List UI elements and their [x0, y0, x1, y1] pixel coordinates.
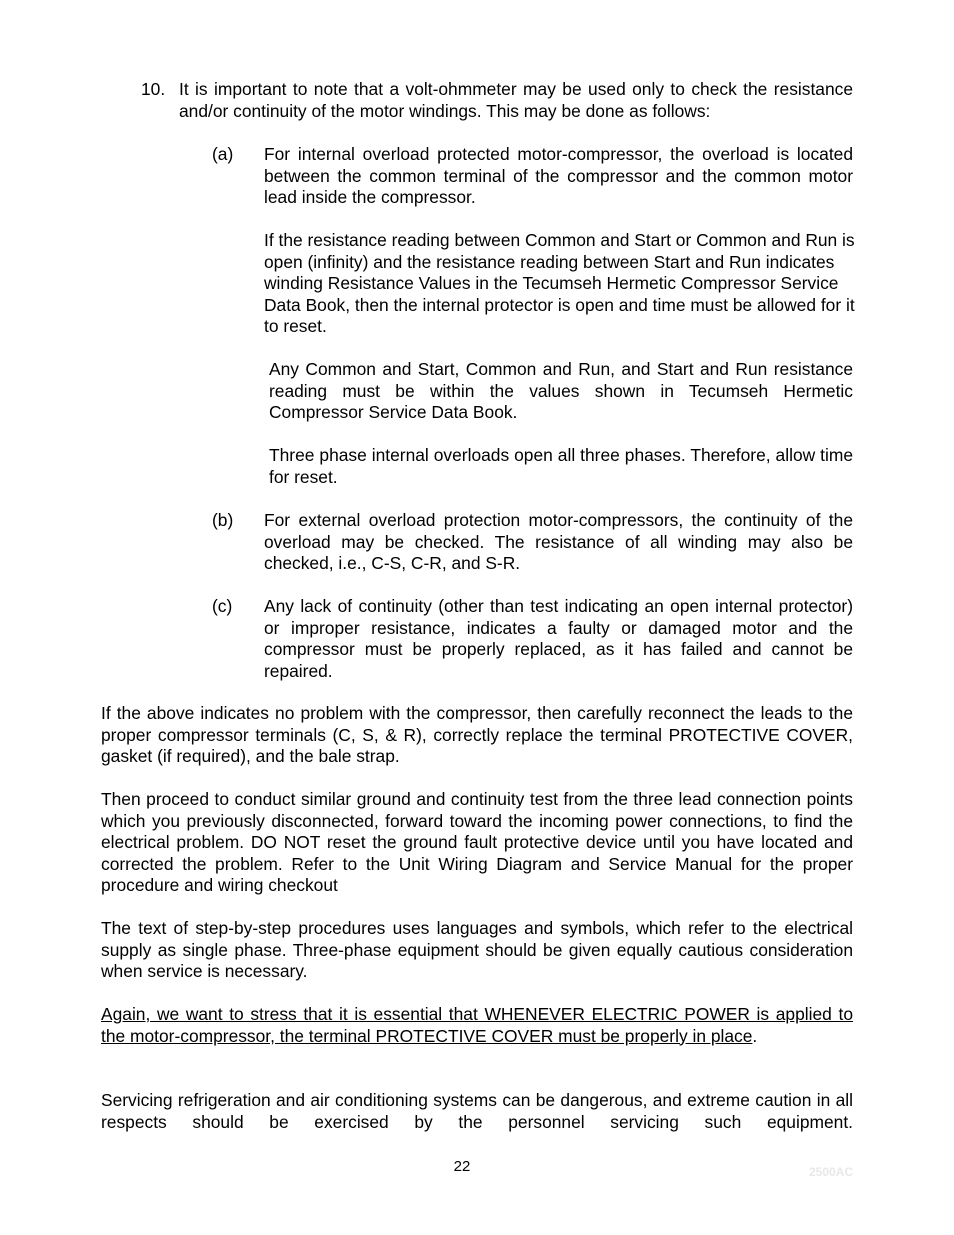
sub-item-c-label: (c)	[212, 596, 233, 616]
paragraph-ground-continuity-test: Then proceed to conduct similar ground and continuity test from the three lead connection points which you previously disconnected, forward toward the incoming power connections, to find the electrical problem. DO NOT reset the ground fault protective device until you have located and corrected the problem. Refer to the Unit Wiring Diagram and Service Manual for the proper procedure and wiring checkout	[101, 789, 853, 896]
paragraph-single-phase-note: The text of step-by-step procedures uses languages and symbols, which refer to the electrical supply as single phase. Three-phase equipment should be given equally cautious consideration when service is necessary.	[101, 918, 853, 982]
sub-item-c-text: Any lack of continuity (other than test indicating an open internal protector) or improper resistance, indicates a faulty or damaged motor and the compressor must be properly replaced, as it has failed and cannot be repaired.	[264, 596, 853, 681]
sub-item-a-paragraph-1: For internal overload protected motor-compressor, the overload is located between the common terminal of the compressor and the common motor lead inside the compressor.	[264, 144, 853, 208]
sub-item-a-paragraph-4: Three phase internal overloads open all three phases. Therefore, allow time for reset.	[269, 445, 853, 487]
paragraph-protective-cover-warning	[101, 1004, 853, 1047]
paragraph-reconnect-leads: If the above indicates no problem with the compressor, then carefully reconnect the leads to the proper compressor terminals (C, S, & R), correctly replace the terminal PROTECTIVE COVER, gasket (if required), and the bale strap.	[101, 703, 853, 767]
sub-item-a-paragraph-2: If the resistance reading between Common and Start or Common and Run is open (infinity) and the resistance reading between Start and Run indicates winding Resistance Values in the Tecumseh Hermetic Compressor Service Data Book, then the internal protector is open and time must be allowed for it to reset.	[264, 230, 855, 337]
warning-period: .	[752, 1025, 758, 1046]
sub-item-b-label: (b)	[212, 510, 234, 530]
paragraph-servicing-caution: Servicing refrigeration and air conditioning systems can be dangerous, and extreme caution in all respects should be exercised by the personnel servicing such equipment.	[101, 1090, 853, 1132]
sub-item-a-paragraph-3: Any Common and Start, Common and Run, and Start and Run resistance reading must be within the values shown in Tecumseh Hermetic Compressor Service Data Book.	[269, 359, 853, 423]
item-10-text: It is important to note that a volt-ohmmeter may be used only to check the resistance and/or continuity of the motor windings. This may be done as follows:	[179, 79, 853, 121]
document-code: 2500AC	[808, 1165, 853, 1179]
sub-item-a-label: (a)	[212, 144, 234, 164]
sub-item-b-text: For external overload protection motor-compressors, the continuity of the overload may be checked. The resistance of all winding may also be checked, i.e., C-S, C-R, and S-R.	[264, 510, 853, 574]
warning-underlined-text: Again, we want to stress that it is essential that WHENEVER ELECTRIC POWER is applied to the motor-compressor, the terminal PROTECTIVE COVER must be properly in place	[101, 1004, 853, 1046]
page-number: 22	[453, 1158, 471, 1175]
item-10-number: 10.	[141, 79, 166, 99]
